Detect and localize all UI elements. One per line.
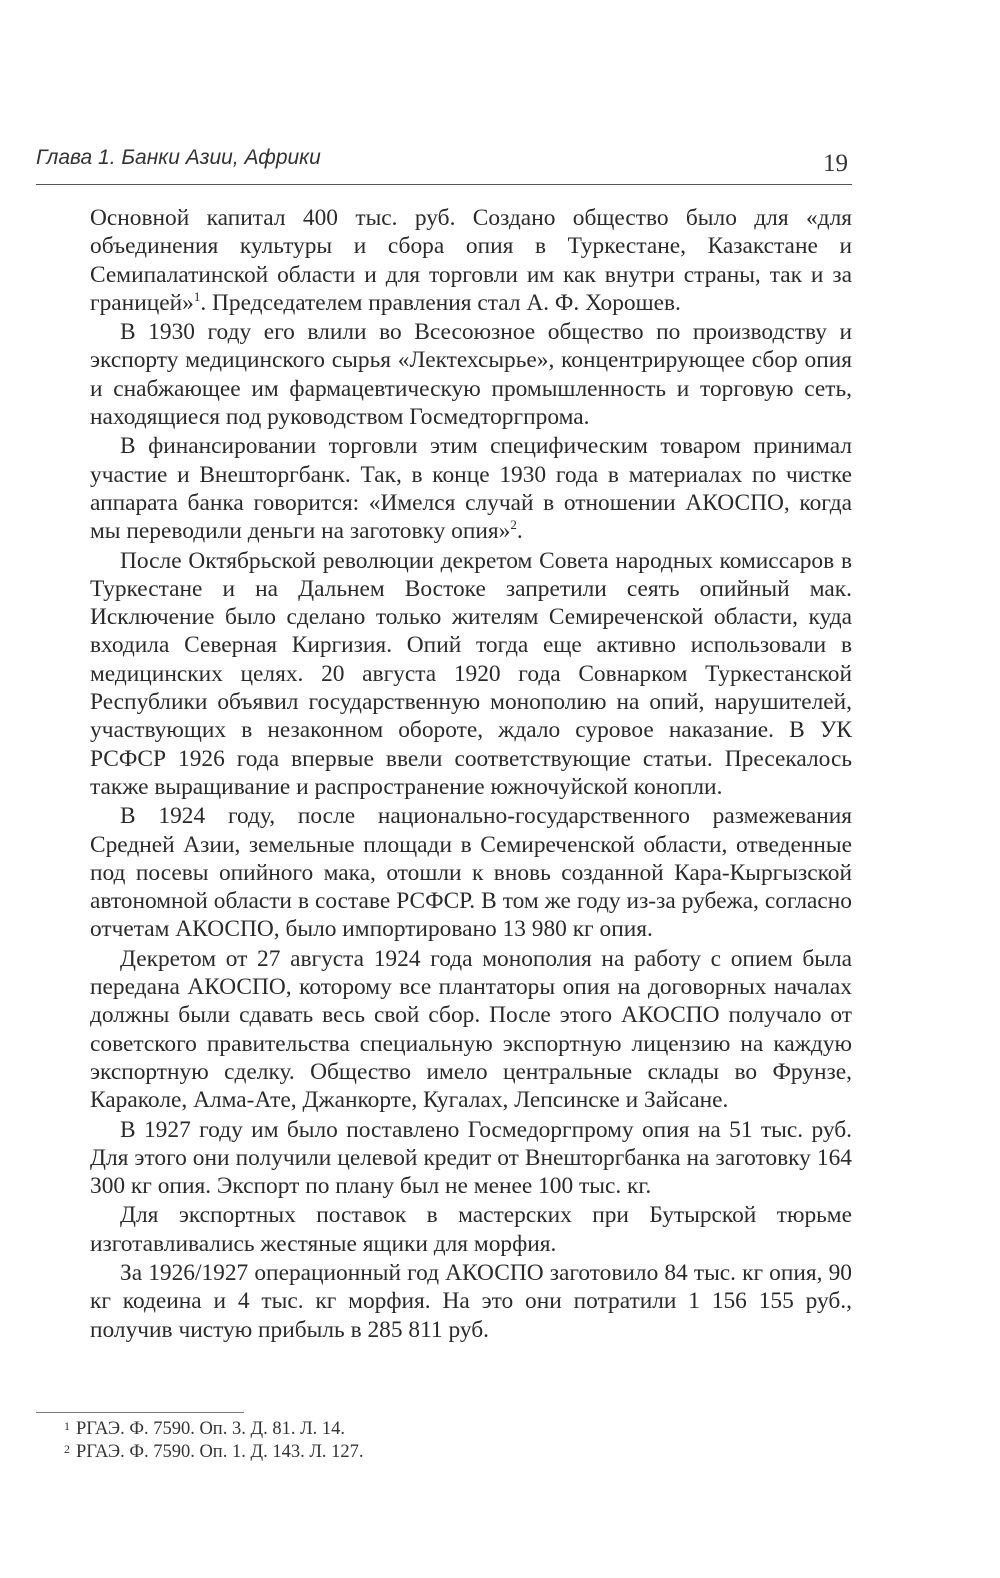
- footnote-mark: 2: [64, 1442, 70, 1456]
- footnote: [64, 1418, 364, 1441]
- paragraph: Декретом от 27 августа 1924 года монополия на работу с опием была передана АКОСПО, которому все плантаторы опия на договорных началах должны были сдавать весь свой сбор. После этого АКОСПО получало от советского правительства специальную экспортную лицензию на каждую экспортную сделку. Общество имело центральные склады во Фрунзе, Караколе, Алма-Ате, Джанкорте, Кугалах, Лепсинске и Зайсане.: [90, 945, 852, 1114]
- footnote-mark: 1: [64, 1419, 70, 1433]
- chapter-title: Глава 1. Банки Азии, Африки: [36, 146, 321, 169]
- paragraph: После Октябрьской революции декретом Совета народных комиссаров в Туркестане и на Дальнем Востоке запретили сеять опийный мак. Исключение было сделано только жителям Семиреченской области, куда входила Северная Киргизия. Опий тогда еще активно использовали в медицинских целях. 20 августа 1920 года Совнарком Туркестанской Республики объявил государственную монополию на опий, нарушителей, участвующих в незаконном обороте, ждало суровое наказание. В УК РСФСР 1926 года впервые ввели соответствующие статьи. Пресекалось также выращивание и распространение южночуйской конопли.: [90, 547, 852, 800]
- footnotes: [64, 1418, 364, 1464]
- footnote-text: РГАЭ. Ф. 7590. Оп. 1. Д. 143. Л. 127.: [76, 1442, 364, 1462]
- paragraph: В финансировании торговли этим специфическим товаром принимал участие и Внешторгбанк. Так, в конце 1930 года в материалах по чистке аппарата банка говорится: «Имелся случай в отношении АКОСПО, когда мы переводили деньги на заготовку опия»$^2$.: [90, 433, 852, 545]
- paragraph: В 1924 году, после национально-государственного размежевания Средней Азии, земельные площади в Семиреченской области, отведенные под посевы опийного мака, отошли к вновь созданной Кара-Кыргызской автономной области в составе РСФСР. В том же году из-за рубежа, согласно отчетам АКОСПО, было импортировано 13 980 кг опия.: [90, 803, 852, 943]
- paragraph: В 1930 году его влили во Всесоюзное общество по производству и экспорту медицинского сырья «Лектехсырье», концентрирующее сбор опия и снабжающее им фармацевтическую промышленность и торговую сеть, находящиеся под руководством Госмедторгпрома.: [90, 319, 852, 431]
- main-text: [90, 204, 852, 1345]
- footnote-divider: [36, 1412, 244, 1413]
- paragraph: В 1927 году им было поставлено Госмедоргпрому опия на 51 тыс. руб. Для этого они получили целевой кредит от Внешторгбанка на заготовку 164 300 кг опия. Экспорт по плану был не менее 100 тыс. кг.: [90, 1116, 852, 1200]
- footnote-ref: 1: [193, 289, 201, 305]
- running-header: [36, 144, 852, 185]
- paragraph: Основной капитал 400 тыс. руб. Создано общество было для «для объединения культуры и сбора опия в Туркестане, Казакстане и Семипалатинской области и для торговли им как внутри страны, так и за границей»$^1$. Председателем правления стал А. Ф. Хорошев.: [90, 205, 852, 316]
- footnote: [64, 1441, 364, 1464]
- paragraph: Для экспортных поставок в мастерских при Бутырской тюрьме изготавливались жестяные ящики для морфия.: [90, 1202, 852, 1257]
- footnote-text: РГАЭ. Ф. 7590. Оп. 3. Д. 81. Л. 14.: [76, 1419, 345, 1439]
- paragraph: За 1926/1927 операционный год АКОСПО заготовило 84 тыс. кг опия, 90 кг кодеина и 4 тыс. кг морфия. На это они потратили 1 156 155 руб., получив чистую прибыль в 285 811 руб.: [90, 1259, 852, 1343]
- footnote-ref: 2: [510, 517, 517, 533]
- page-number: 19: [823, 150, 848, 177]
